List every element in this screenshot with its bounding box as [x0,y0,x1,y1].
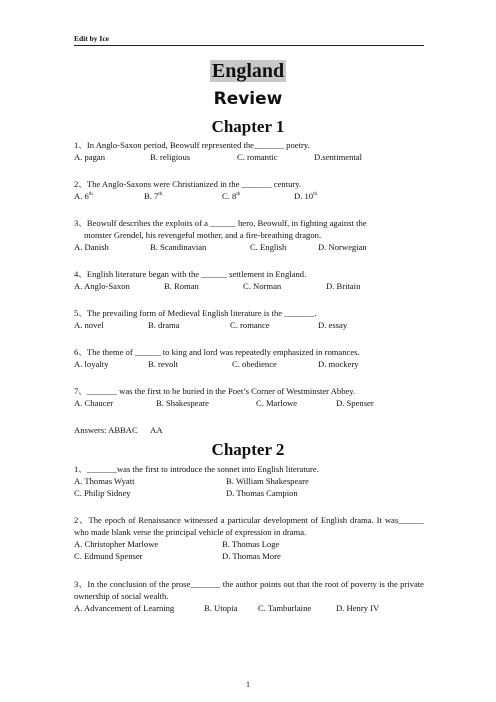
ch2-question-2 [74,514,424,562]
ch1-question-3 [74,217,424,253]
question-stem: 7、_______ was the first to be buried in the Poet’s Corner of Westminster Abbey. [74,386,356,396]
option-a: A. 6th [74,191,93,201]
option-c: C. English [250,242,287,252]
option-c: C. Philip Sidney [74,488,131,498]
title-text: England [211,60,285,82]
option-b: B. 7th [144,191,163,201]
option-b: B. drama [148,320,180,330]
ch1-answers: Answers: ABBAC AA [74,425,163,435]
option-d: D. 10th [294,191,317,201]
ch1-question-7 [74,385,424,409]
option-c: C. Marlowe [256,398,298,408]
option-d: D. Thomas Campion [226,488,298,498]
option-d: D. mockery [318,359,359,369]
ch2-question-1 [74,463,424,499]
chapter-2-heading: Chapter 2 [211,440,285,459]
option-a: A. Christopher Marlowe [74,539,159,549]
question-stem: 6、The theme of ______ to king and lord was repeatedly emphasized in romances. [74,347,360,357]
option-d: D. Spenser [336,398,374,408]
ch1-question-4 [74,268,424,292]
option-b: B. Roman [164,281,199,291]
ch1-question-5 [74,307,424,331]
question-stem: 1、_______was the first to introduce the sonnet into English literature. [74,464,319,474]
option-d: D. essay [318,320,348,330]
page-subtitle: Review [213,89,283,109]
page-title [0,60,496,83]
option-a: A. Danish [74,242,109,252]
page-number: 1 [246,680,250,689]
option-d: D. Henry IV [336,603,380,613]
question-stem: 2、The epoch of Renaissance witnessed a particular development of English drama. It was______ who made blank verse the principal vehicle of expression in drama. [74,515,424,537]
option-c: C. 8th [222,191,241,201]
option-d: D.sentimental [314,152,362,162]
option-a: A. loyalty [74,359,109,369]
ch1-question-2 [74,178,424,202]
option-b: B. revolt [148,359,179,369]
option-c: C. romantic [237,152,278,162]
option-a: A. pagan [74,152,106,162]
option-a: A. Advancement of Learning [74,603,175,613]
question-stem: 3、In the conclusion of the prose_______ the author points out that the root of poverty is the private ownership of social wealth. [74,579,424,601]
option-c: C. Edmund Spenser [74,551,143,561]
ch1-question-1 [74,139,424,163]
ch2-question-3 [74,578,424,614]
option-a: A. Chaucer [74,398,114,408]
option-a: A. Anglo-Saxon [74,281,130,291]
option-d: D. Thomas More [222,551,281,561]
option-c: C. Norman [243,281,282,291]
ch1-question-6 [74,346,424,370]
question-stem: 4、English literature began with the ______ settlement in England. [74,269,307,279]
option-c: C. romance [230,320,270,330]
question-stem: 2、The Anglo-Saxons were Christianized in the _______ century. [74,179,302,189]
question-stem: 5、The prevailing form of Medieval English literature is the _______. [74,308,317,318]
option-a: A. Thomas Wyatt [74,476,135,486]
header-rule [74,45,424,46]
option-d: D. Britain [326,281,361,291]
option-b: B. Scandinavian [150,242,207,252]
question-stem: 3、Beowulf describes the exploits of a ______ hero, Beowulf, in fighting against the [74,218,367,228]
option-b: B. Utopia [204,603,238,613]
option-a: A. novel [74,320,104,330]
option-b: B. Thomas Loge [222,539,280,549]
header-text: Edit by Ice [74,34,110,43]
option-c: C. obedience [232,359,277,369]
chapter-1-heading: Chapter 1 [211,117,285,136]
question-stem: 1、In Anglo-Saxon period, Beowulf represented the_______ poetry. [74,140,310,150]
question-stem-continued: monster Grendel, his revengeful mother, and a fire-breathing dragon. [84,230,322,240]
option-b: B. William Shakespeare [226,476,309,486]
option-d: D. Norwegian [318,242,367,252]
option-b: B. Shakespeare [156,398,209,408]
option-c: C. Tamburlaine [258,603,312,613]
option-b: B. religious [150,152,191,162]
